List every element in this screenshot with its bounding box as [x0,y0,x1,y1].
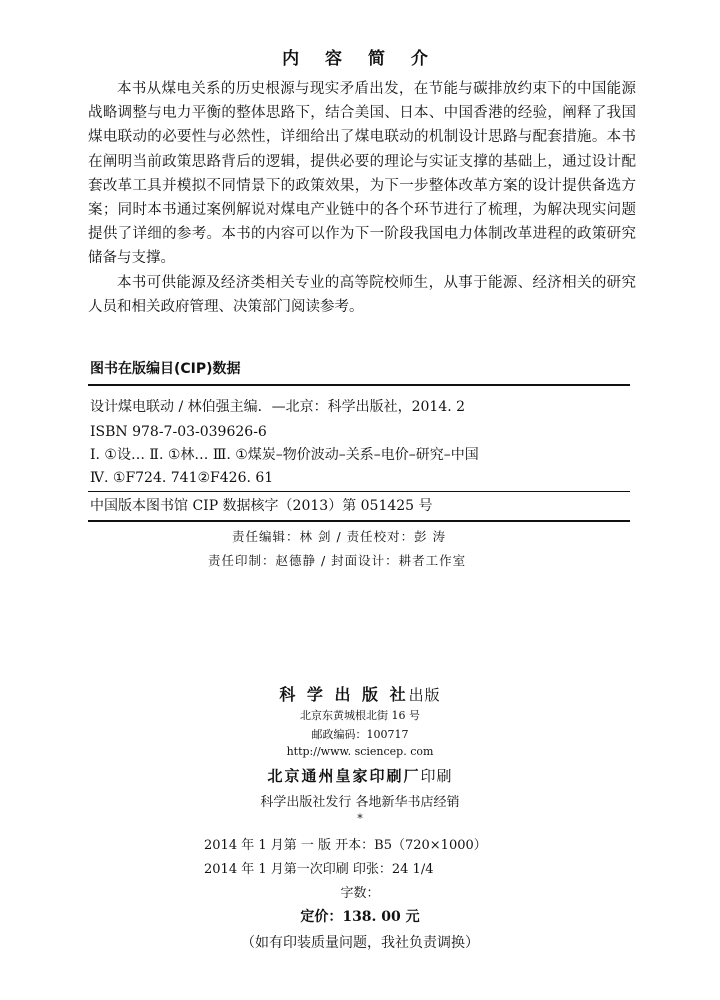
cip-middle-rule [88,491,630,492]
publisher-name-suffix: 出版 [408,686,441,704]
cip-classification-line: Ⅳ. ①F724. 741②F426. 61 [90,470,274,486]
credits-editor-proofreader: 责任编辑：林 剑 / 责任校对：彭 涛 [232,529,447,544]
printer-name-text: 北京通州皇家印刷厂 [267,767,421,785]
printing-line: 2014 年 1 月第一次印刷 印张：24 1/4 [204,862,434,877]
cip-isbn: ISBN 978-7-03-039626-6 [90,424,267,440]
content-summary [88,77,636,319]
publisher-name [0,682,720,705]
cip-heading: 图书在版编目(CIP)数据 [90,361,241,377]
cip-subject-line: Ⅰ. ①设… Ⅱ. ①林… Ⅲ. ①煤炭–物价波动–关系–电价–研究–中国 [90,447,479,463]
publisher-url: http://www. sciencep. com [286,745,434,758]
cip-bottom-rule [88,520,630,522]
word-count: 字数： [340,886,380,901]
page-title: 内 容 简 介 [282,49,438,69]
cip-record-number: 中国版本图书馆 CIP 数据核字（2013）第 051425 号 [90,498,433,514]
cip-top-rule [88,384,630,386]
quality-notice: （如有印装质量问题，我社负责调换） [241,935,479,951]
cip-title-line: 设计煤电联动 / 林伯强主编．—北京：科学出版社，2014. 2 [90,399,466,415]
credits-print-cover: 责任印制：赵德静 / 封面设计：耕者工作室 [208,553,467,568]
price: 定价：138. 00 元 [300,909,420,925]
distribution-line: 科学出版社发行 各地新华书店经销 [260,795,460,810]
publisher-name-text: 科 学 出 版 社 [279,685,409,704]
publisher-address: 北京东黄城根北街 16 号 [300,709,420,722]
summary-paragraph: 本书从煤电关系的历史根源与现实矛盾出发，在节能与碳排放约束下的中国能源战略调整与电力平衡的整体思路下，结合美国、日本、中国香港的经验，阐释了我国煤电联动的必要性与必然性，详细给出了煤电联动的机制设计思路与配套措施。本书在阐明当前政策思路背后的逻辑，提供必要的理论与实证支撑的基础上，通过设计配套改革工具并模拟不同情景下的政策效果，为下一步整体改革方案的设计提供备选方案；同时本书通过案例解说对煤电产业链中的各个环节进行了梳理，为解决现实问题提供了详细的参考。本书的内容可以作为下一阶段我国电力体制改革进程的政策研究储备与支撑。 [88,81,636,267]
edition-line: 2014 年 1 月第 一 版 开本：B5（720×1000） [204,838,487,853]
publisher-postcode: 邮政编码：100717 [311,728,409,741]
printer-name [0,765,720,786]
printer-name-suffix: 印刷 [420,767,453,785]
summary-paragraph: 本书可供能源及经济类相关专业的高等院校师生，从事于能源、经济相关的研究人员和相关政府管理、决策部门阅读参考。 [88,274,636,315]
separator-star: * [357,812,363,825]
